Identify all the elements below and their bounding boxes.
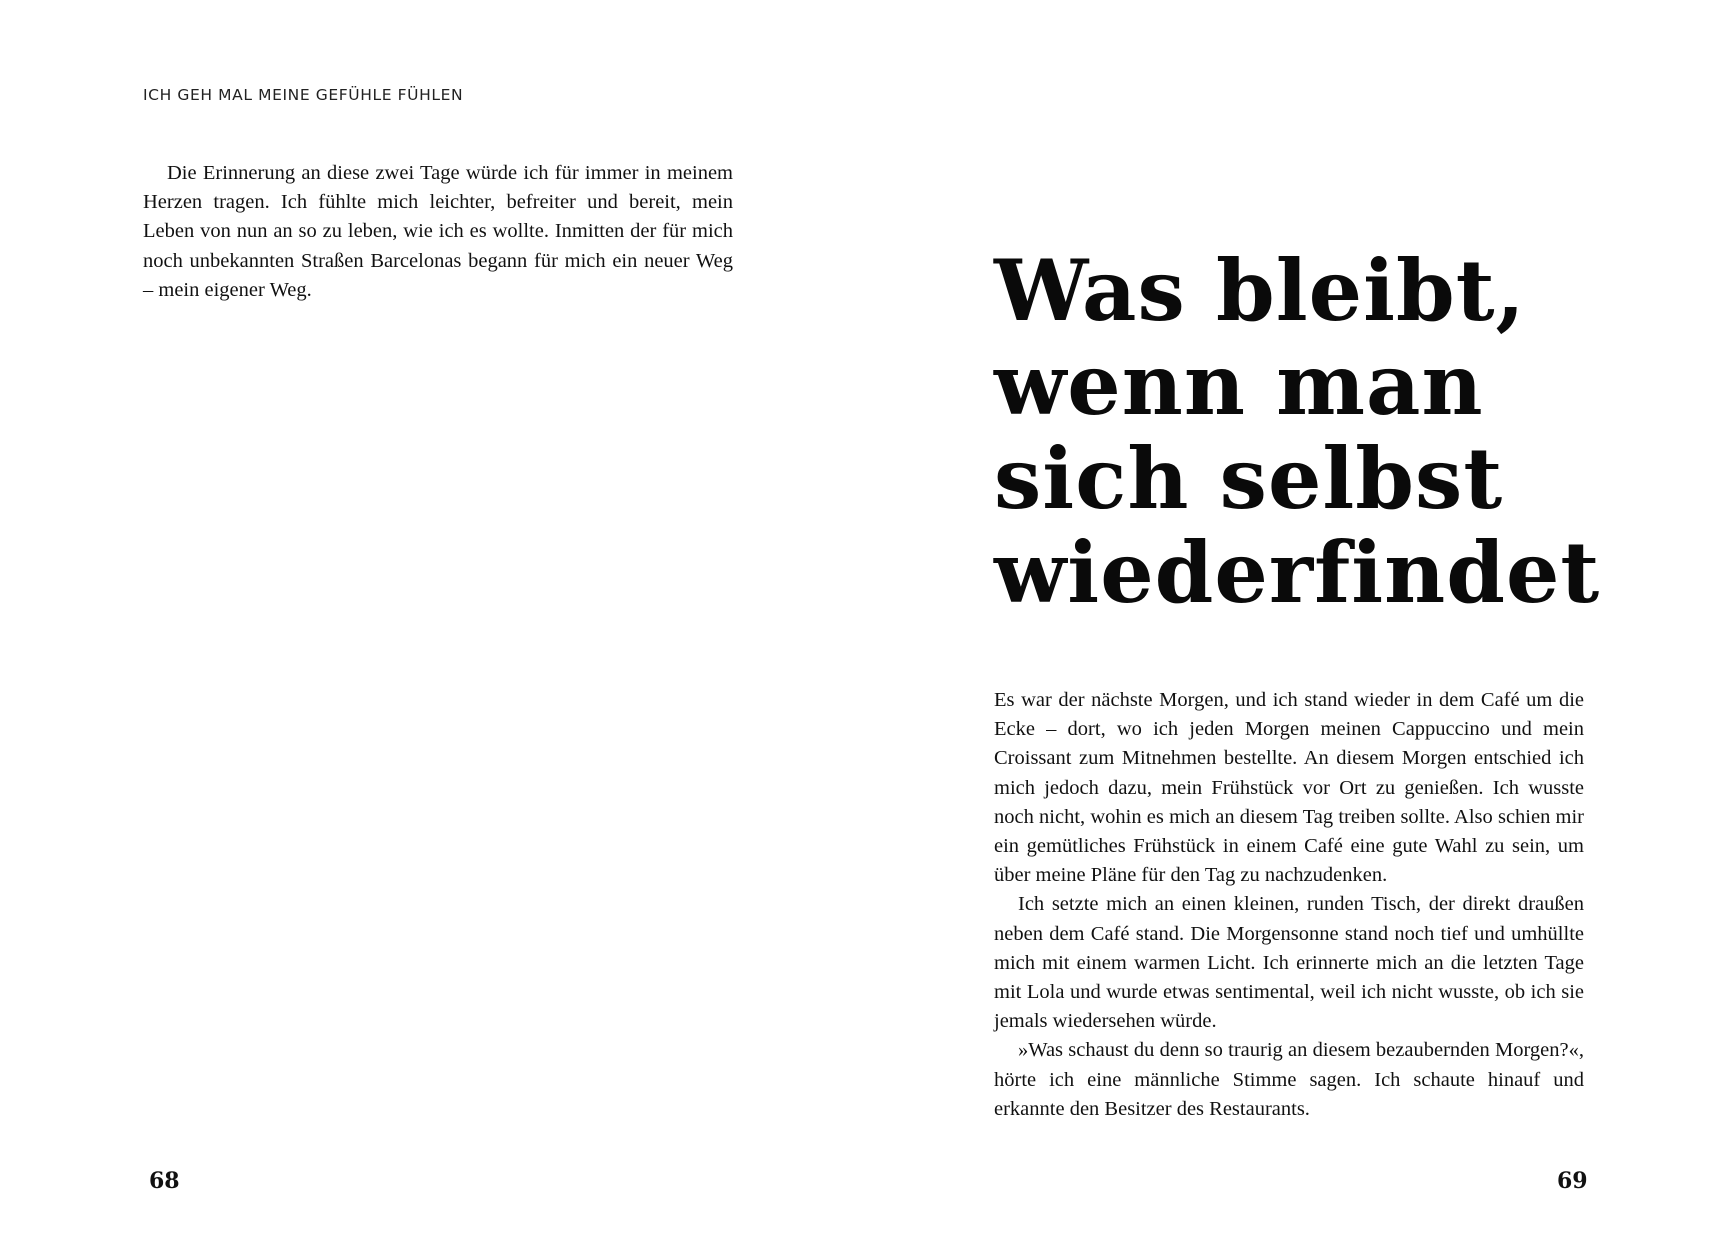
chapter-title-line: wenn man <box>994 335 1484 434</box>
paragraph: Die Erinnerung an diese zwei Tage würde ich für immer in meinem Herzen tragen. Ich fühlte mich leichter, befreiter und bereit, mein Leben von nun an so zu leben, wie ich es wollte. Inmitten der für mich noch unbekannten Straßen Barcelonas begann für mich ein neuer Weg – mein eigener Weg. <box>143 162 733 301</box>
right-body-text <box>994 686 1584 1124</box>
page-number-left: 68 <box>149 1168 180 1194</box>
page-number-right: 69 <box>1557 1168 1588 1194</box>
chapter-title-line: wiederfindet <box>994 523 1601 622</box>
left-body-text <box>143 159 733 305</box>
running-head: ICH GEH MAL MEINE GEFÜHLE FÜHLEN <box>143 86 464 104</box>
chapter-title-line: sich selbst <box>994 429 1504 528</box>
chapter-title <box>994 241 1601 622</box>
chapter-title-line: Was bleibt, <box>994 241 1526 340</box>
left-page <box>0 0 856 1240</box>
paragraph: Ich setzte mich an einen kleinen, runden Tisch, der direkt draußen neben dem Café stand. Die Morgensonne stand noch tief und umhüllte mich mit einem warmen Licht. Ich erinnerte mich an die letzten Tage mit Lola und wurde etwas sentimental, weil ich nicht wusste, ob ich sie jemals wiedersehen würde. <box>994 893 1584 1033</box>
right-page <box>857 0 1713 1240</box>
paragraph: »Was schaust du denn so traurig an diesem bezaubernden Morgen?«, hörte ich eine männliche Stimme sagen. Ich schaute hinauf und erkannte den Besitzer des Restaurants. <box>994 1039 1584 1120</box>
paragraph: Es war der nächste Morgen, und ich stand wieder in dem Café um die Ecke – dort, wo ich jeden Morgen meinen Cappuccino und mein Croissant zum Mitnehmen bestellte. An diesem Morgen entschied ich mich jedoch dazu, mein Frühstück vor Ort zu genießen. Ich wusste noch nicht, wohin es mich an diesem Tag treiben sollte. Also schien mir ein gemütliches Frühstück in einem Café eine gute Wahl zu sein, um über meine Pläne für den Tag zu nachzudenken. <box>994 689 1584 887</box>
